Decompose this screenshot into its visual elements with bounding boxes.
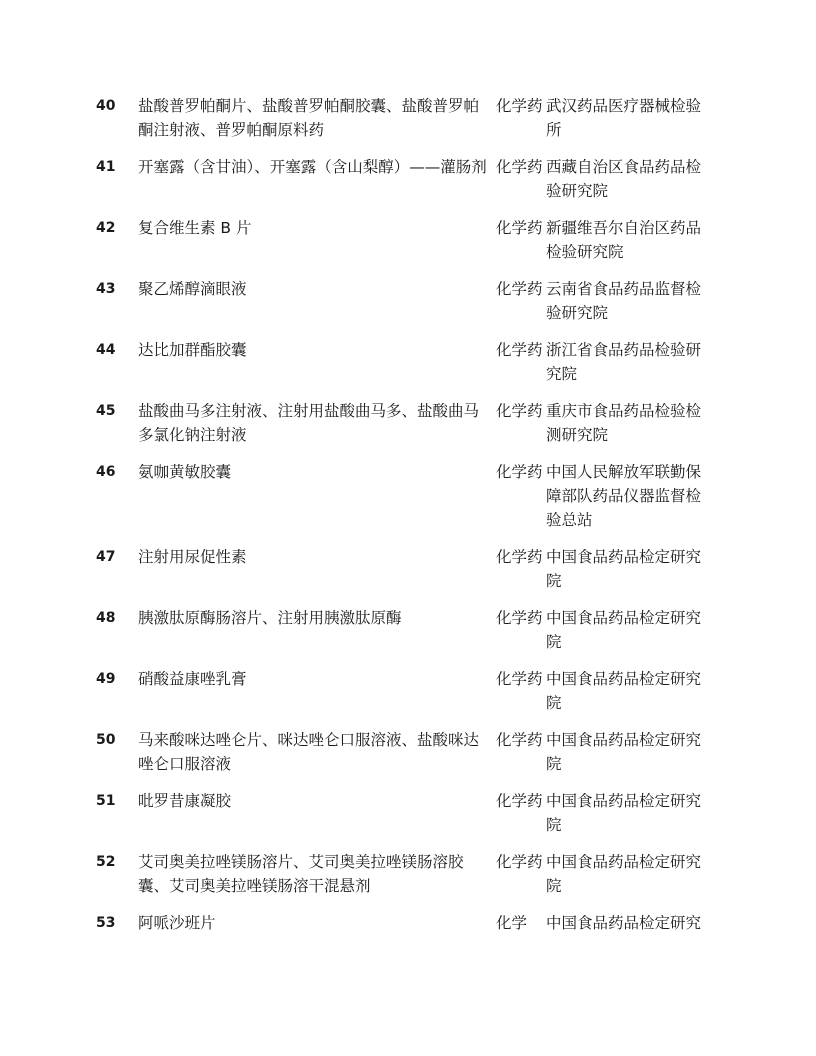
inspection-institute: 中国食品药品检定研究 [546,914,702,932]
drug-category: 化学 [496,914,528,932]
table-row [88,94,716,155]
table-row [88,667,716,728]
drug-name: 吡罗昔康凝胶 [138,792,232,810]
drug-name: 达比加群酯胶囊 [138,341,247,359]
row-number: 48 [96,610,116,626]
inspection-institute: 云南省食品药品监督检验研究院 [546,280,702,322]
inspection-institute: 西藏自治区食品药品检验研究院 [546,158,702,200]
drug-name: 聚乙烯醇滴眼液 [138,280,247,298]
inspection-institute: 中国食品药品检定研究院 [546,609,702,651]
inspection-institute: 中国人民解放军联勤保障部队药品仪器监督检验总站 [546,463,702,529]
drug-category: 化学药 [496,402,543,420]
drug-category: 化学药 [496,280,543,298]
table-row [88,399,716,460]
table-row [88,728,716,789]
drug-category: 化学药 [496,853,543,871]
drug-name: 氨咖黄敏胶囊 [138,463,232,481]
row-number: 51 [96,793,116,809]
drug-category: 化学药 [496,219,543,237]
row-number: 52 [96,854,116,870]
drug-category: 化学药 [496,792,543,810]
table-row [88,277,716,338]
drug-name: 胰激肽原酶肠溶片、注射用胰激肽原酶 [138,609,402,627]
drug-category: 化学药 [496,97,543,115]
drug-name: 盐酸普罗帕酮片、盐酸普罗帕酮胶囊、盐酸普罗帕酮注射液、普罗帕酮原料药 [138,97,480,139]
drug-name: 马来酸咪达唑仑片、咪达唑仑口服溶液、盐酸咪达唑仑口服溶液 [138,731,480,773]
inspection-institute: 武汉药品医疗器械检验所 [546,97,702,139]
drug-name: 盐酸曲马多注射液、注射用盐酸曲马多、盐酸曲马多氯化钠注射液 [138,402,480,444]
row-number: 43 [96,281,116,297]
row-number: 46 [96,464,116,480]
row-number: 44 [96,342,116,358]
table-row [88,789,716,850]
table-row [88,155,716,216]
table-row [88,216,716,277]
table-row [88,460,716,545]
inspection-institute: 新疆维吾尔自治区药品检验研究院 [546,219,702,261]
row-number: 42 [96,220,116,236]
drug-category: 化学药 [496,463,543,481]
table-body [88,94,716,948]
drug-category: 化学药 [496,731,543,749]
row-number: 53 [96,915,116,931]
table-row [88,850,716,911]
drug-category: 化学药 [496,670,543,688]
drug-name: 复合维生素 B 片 [138,219,252,237]
row-number: 47 [96,549,116,565]
drug-category: 化学药 [496,548,543,566]
table-row [88,338,716,399]
drug-name: 注射用尿促性素 [138,548,247,566]
inspection-institute: 中国食品药品检定研究院 [546,670,702,712]
row-number: 45 [96,403,116,419]
row-number: 40 [96,98,116,114]
drug-name: 阿哌沙班片 [138,914,216,932]
table-row [88,911,716,948]
inspection-institute: 浙江省食品药品检验研究院 [546,341,702,383]
drug-name: 开塞露（含甘油）、开塞露（含山梨醇）——灌肠剂 [138,158,487,176]
drug-inspection-table [88,94,716,948]
inspection-institute: 中国食品药品检定研究院 [546,731,702,773]
inspection-institute: 中国食品药品检定研究院 [546,548,702,590]
row-number: 41 [96,159,116,175]
drug-name: 艾司奥美拉唑镁肠溶片、艾司奥美拉唑镁肠溶胶囊、艾司奥美拉唑镁肠溶干混悬剂 [138,853,464,895]
inspection-institute: 中国食品药品检定研究院 [546,792,702,834]
inspection-institute: 中国食品药品检定研究院 [546,853,702,895]
drug-category: 化学药 [496,609,543,627]
table-row [88,545,716,606]
table-row [88,606,716,667]
drug-category: 化学药 [496,158,543,176]
row-number: 50 [96,732,116,748]
drug-name: 硝酸益康唑乳膏 [138,670,247,688]
row-number: 49 [96,671,116,687]
drug-category: 化学药 [496,341,543,359]
inspection-institute: 重庆市食品药品检验检测研究院 [546,402,702,444]
